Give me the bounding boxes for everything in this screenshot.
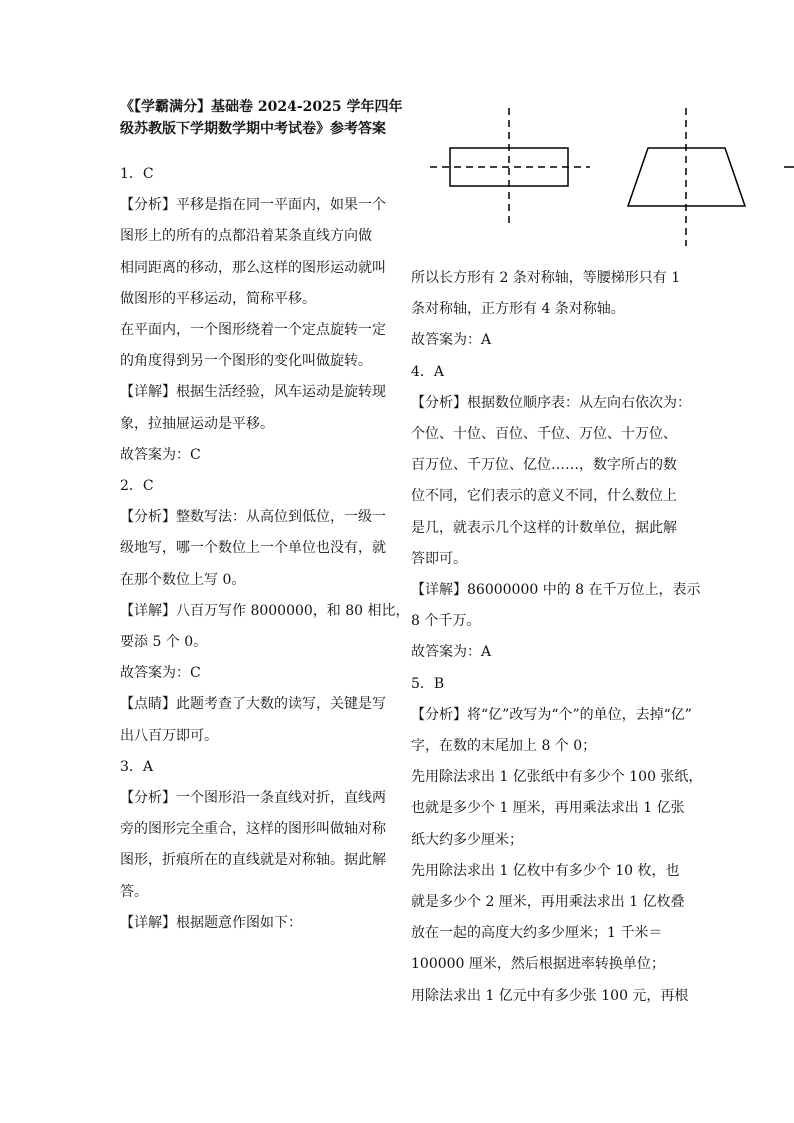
right-text-line: 故答案为：A: [411, 332, 492, 349]
left-text-line: 级地写，哪一个数位上一个单位也没有，就: [120, 540, 386, 557]
left-text-line: 【详解】八百万写作 8000000，和 80 相比，: [120, 602, 410, 619]
right-text-line: 100000 厘米，然后根据进率转换单位；: [411, 956, 665, 973]
right-text-line: 也就是多少个 1 厘米，再用乘法求出 1 亿张: [411, 800, 685, 817]
right-text-line: 【分析】将“亿”改写为“个”的单位，去掉“亿”: [411, 706, 692, 723]
right-text-line: 5．B: [411, 675, 445, 692]
left-text-line: 【分析】平移是指在同一平面内，如果一个: [120, 197, 386, 214]
right-text-line: 先用除法求出 1 亿枚中有多少个 10 枚，也: [411, 862, 680, 879]
left-text-line: 答。: [120, 883, 148, 900]
left-text-line: 旁的图形完全重合，这样的图形叫做轴对称: [120, 821, 386, 838]
right-text-line: 字，在数的末尾加上 8 个 0；: [411, 738, 597, 754]
left-text-line: 的角度得到另一个图形的变化叫做旋转。: [120, 353, 372, 370]
left-text-line: 要添 5 个 0。: [120, 634, 208, 650]
left-text-line: 【详解】根据题意作图如下：: [120, 914, 302, 931]
right-text-line: 所以长方形有 2 条对称轴，等腰梯形只有 1: [411, 270, 681, 286]
right-text-line: 是几，就表示几个这样的计数单位，据此解: [411, 519, 677, 536]
left-text-line: 【分析】整数写法：从高位到低位，一级一: [120, 509, 386, 526]
right-text-line: 位不同，它们表示的意义不同，什么数位上: [411, 488, 677, 505]
left-text-line: 图形上的所有的点都沿着某条直线方向做: [120, 228, 372, 245]
left-text-line: 1．C: [120, 166, 154, 182]
left-text-line: 3．A: [120, 758, 154, 775]
right-text-line: 8 个千万。: [411, 613, 481, 630]
right-text-line: 个位、十位、百位、千位、万位、十万位、: [411, 426, 677, 442]
right-text-line: 条对称轴，正方形有 4 条对称轴。: [411, 301, 625, 318]
right-text-line: 百万位、千万位、亿位……，数字所占的数: [411, 457, 677, 474]
left-text-line: 做图形的平移运动，简称平移。: [120, 290, 316, 307]
left-text-line: 相同距离的移动，那么这样的图形运动就叫: [120, 259, 386, 276]
left-text-line: 在那个数位上写 0。: [120, 571, 246, 588]
left-text-line: 【分析】一个图形沿一条直线对折，直线两: [120, 790, 386, 806]
left-text-line: 出八百万即可。: [120, 727, 218, 744]
title-line-2: 级苏教版下学期数学期中考试卷》参考答案: [120, 121, 386, 137]
right-text-line: 先用除法求出 1 亿张纸中有多少个 100 张纸，: [411, 769, 703, 786]
right-text-line: 4．A: [411, 363, 445, 380]
right-text-line: 故答案为：A: [411, 644, 492, 661]
left-text-line: 【点睛】此题考查了大数的读写，关键是写: [120, 696, 386, 713]
left-text-line: 在平面内，一个图形绕着一个定点旋转一定: [120, 322, 386, 338]
right-text-line: 用除法求出 1 亿元中有多少张 100 元，再根: [411, 987, 689, 1004]
left-text-line: 故答案为：C: [120, 446, 201, 463]
right-text-line: 【分析】根据数位顺序表：从左向右依次为：: [411, 394, 691, 411]
left-text-line: 象，拉抽屉运动是平移。: [120, 415, 274, 432]
right-text-line: 纸大约多少厘米；: [411, 831, 523, 848]
right-text-line: 【详解】86000000 中的 8 在千万位上，表示: [411, 582, 701, 598]
left-text-line: 2．C: [120, 478, 154, 494]
left-text-line: 图形，折痕所在的直线就是对称轴。据此解: [120, 852, 386, 869]
symmetry-figure: [420, 100, 794, 250]
left-text-line: 【详解】根据生活经验，风车运动是旋转现: [120, 384, 386, 401]
left-text-line: 故答案为：C: [120, 665, 201, 682]
right-text-line: 放在一起的高度大约多少厘米；1 千米＝: [411, 925, 663, 942]
title-line-1: 《【学霸满分】基础卷 2024-2025 学年四年: [120, 99, 403, 115]
right-text-line: 答即可。: [411, 550, 467, 567]
right-text-line: 就是多少个 2 厘米，再用乘法求出 1 亿枚叠: [411, 894, 685, 910]
